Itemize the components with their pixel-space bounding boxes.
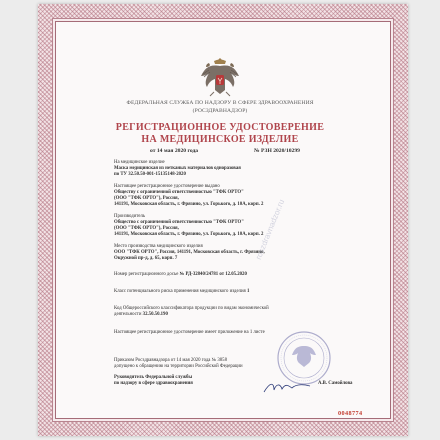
dossier-label: Номер регистрационного досье [114, 272, 179, 277]
signatory-line1: Руководитель Федеральной службы [114, 375, 193, 380]
authority-name: ФЕДЕРАЛЬНАЯ СЛУЖБА ПО НАДЗОРУ В СФЕРЕ ЗДРАВООХРАНЕНИЯ [126, 100, 314, 106]
okpd-label: деятельности [114, 312, 142, 317]
production-site-line: ООО "ТФК ОРТО", Россия, 141191, Московская область, г. Фрязино, [114, 250, 265, 255]
device-spec: по ТУ 32.50.50-001-15135148-2020 [114, 172, 186, 177]
production-site-line: Окружной пр-д, д. 65, корп. 7 [114, 256, 178, 261]
okpd-row [114, 312, 168, 317]
device-label: На медицинское изделие [114, 160, 165, 165]
authority-abbr: (РОСЗДРАВНАДЗОР) [192, 108, 248, 114]
certificate-title-line1: РЕГИСТРАЦИОННОЕ УДОСТОВЕРЕНИЕ [115, 122, 325, 133]
holder-line: 141191, Московская область, г. Фрязино, ул. Горького, д. 10А, корп. 2 [114, 202, 264, 207]
signatory-line2: по надзору в сфере здравоохранения [114, 381, 193, 386]
risk-class-row [114, 289, 249, 294]
dossier-row [114, 272, 247, 277]
order-line2: допущено к обращению на территории Российской Федерации [114, 364, 243, 369]
device-name: Маска медицинская из нетканых материалов одноразовая [114, 166, 241, 171]
holder-label: Настоящее регистрационное удостоверение выдано [114, 184, 220, 189]
handwritten-signature-icon [262, 378, 312, 396]
manufacturer-label: Производитель [114, 214, 146, 219]
certificate-number: № РЗН 2020/10299 [254, 148, 300, 154]
certificate-title-line2: НА МЕДИЦИНСКОЕ ИЗДЕЛИЕ [141, 134, 299, 145]
holder-line: (ООО "ТФК ОРТО"), Россия, [114, 196, 179, 201]
risk-class-label: Класс потенциального риска применения медицинского изделия [114, 289, 246, 294]
serial-number: 0048774 [338, 410, 363, 417]
signatory-name: А.В. Самойлова [318, 381, 353, 386]
holder-line: Обществу с ограниченной ответственностью "ТФК ОРТО" [114, 190, 244, 195]
manufacturer-line: (ООО "ТФК ОРТО"), Россия, [114, 226, 179, 231]
dossier-value: № РД-32840/24781 от 12.05.2020 [179, 272, 247, 277]
watermark-text: roszdravnadzor.ru [253, 198, 287, 261]
manufacturer-line: Общество с ограниченной ответственностью "ТФК ОРТО" [114, 220, 244, 225]
risk-class-value: 1 [246, 289, 250, 294]
issue-date: от 14 мая 2020 года [150, 148, 199, 154]
production-site-label: Место производства медицинского изделия [114, 244, 203, 249]
okpd-value: 32.50.50.190 [142, 312, 168, 317]
okpd-line1: Код Общероссийского классификатора продукции по видам экономической [114, 306, 269, 311]
order-line1: Приказом Росздравнадзора от 14 мая 2020 года № 3858 [114, 358, 227, 363]
double-headed-eagle-emblem-icon [199, 54, 241, 98]
manufacturer-line: 141191, Московская область, г. Фрязино, ул. Горького, д. 10А, корп. 2 [114, 232, 264, 237]
appendix-note: Настоящее регистрационное удостоверение имеет приложение на 1 листе [114, 330, 265, 335]
